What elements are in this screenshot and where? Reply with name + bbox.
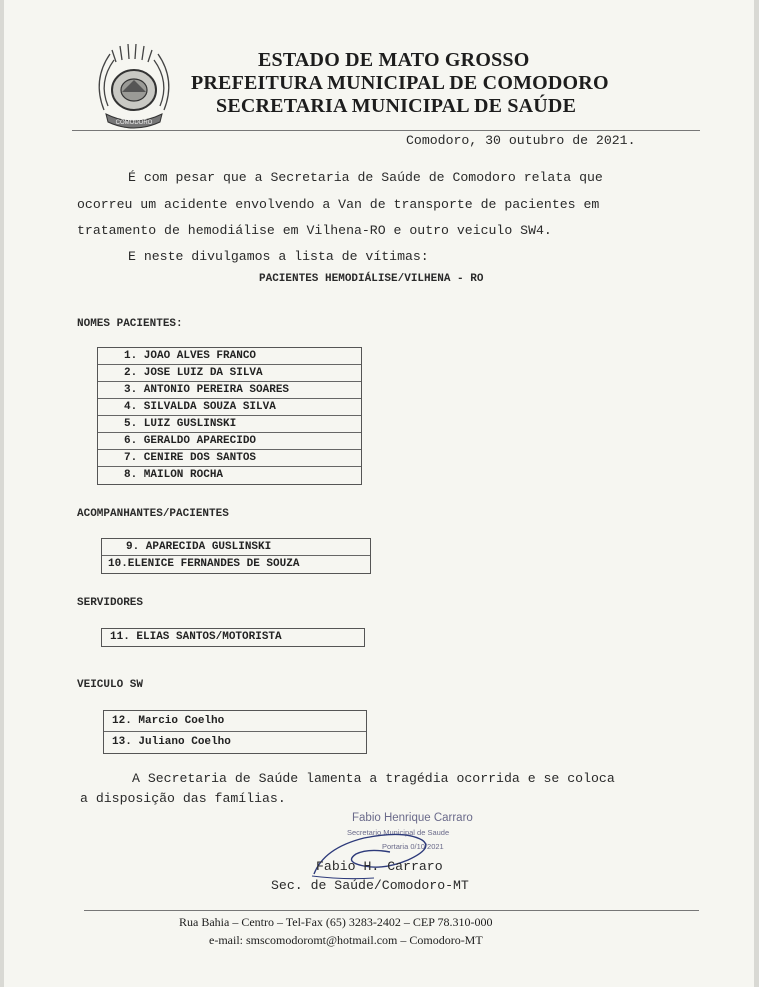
header-line-prefeitura: PREFEITURA MUNICIPAL DE COMODORO <box>191 72 609 94</box>
stamp-role: Secretario Municipal de Saude <box>347 828 450 837</box>
patients-table <box>97 347 362 485</box>
list-title: PACIENTES HEMODIÁLISE/VILHENA - RO <box>259 273 484 285</box>
footer-email: e-mail: smscomodoromt@hotmail.com – Comodoro-MT <box>209 933 483 947</box>
footer-divider <box>84 910 699 911</box>
section-label-staff: SERVIDORES <box>77 597 144 609</box>
table-row: 12. Marcio Coelho <box>104 711 366 732</box>
table-row: 4. SILVALDA SOUZA SILVA <box>98 399 361 416</box>
table-row: 2. JOSE LUIZ DA SILVA <box>98 365 361 382</box>
table-row: 8. MAILON ROCHA <box>124 469 224 481</box>
paragraph-line: ocorreu um acidente envolvendo a Van de transporte de pacientes em <box>77 197 600 212</box>
table-row: 7. CENIRE DOS SANTOS <box>98 450 361 467</box>
footer-address: Rua Bahia – Centro – Tel-Fax (65) 3283-2402 – CEP 78.310-000 <box>179 915 493 929</box>
staff-table <box>101 628 365 647</box>
document-date: Comodoro, 30 outubro de 2021. <box>406 133 636 148</box>
section-label-companions: ACOMPANHANTES/PACIENTES <box>77 508 229 520</box>
paragraph-line: tratamento de hemodiálise em Vilhena-RO e outro veiculo SW4. <box>77 223 552 238</box>
closing-line: A Secretaria de Saúde lamenta a tragédia ocorrida e se coloca <box>132 771 615 786</box>
paragraph-line: E neste divulgamos a lista de vítimas: <box>128 249 429 264</box>
table-row: 10.ELENICE FERNANDES DE SOUZA <box>108 558 300 570</box>
table-row: 13. Juliano Coelho <box>112 736 231 748</box>
municipal-crest-logo <box>82 40 186 136</box>
crest-ribbon-text: COMODORO <box>115 120 153 126</box>
stamp-date: Portaria 0/10/2021 <box>382 842 444 851</box>
table-row: 9. APARECIDA GUSLINSKI <box>102 539 370 556</box>
section-label-vehicle: VEICULO SW <box>77 679 144 691</box>
section-label-patients: NOMES PACIENTES: <box>77 318 183 330</box>
signature-title: Sec. de Saúde/Comodoro-MT <box>271 878 469 893</box>
table-row: 5. LUIZ GUSLINSKI <box>98 416 361 433</box>
closing-line: a disposição das famílias. <box>80 791 286 806</box>
companions-table <box>101 538 371 574</box>
vehicle-table <box>103 710 367 754</box>
header-line-state: ESTADO DE MATO GROSSO <box>258 49 530 71</box>
table-row: 11. ELIAS SANTOS/MOTORISTA <box>110 631 282 643</box>
header-divider <box>72 130 700 131</box>
table-row: 6. GERALDO APARECIDO <box>98 433 361 450</box>
stamp-name: Fabio Henrique Carraro <box>352 812 473 824</box>
document-page <box>4 0 754 987</box>
header-line-secretaria: SECRETARIA MUNICIPAL DE SAÚDE <box>216 95 577 117</box>
signature-name: Fabio H. Carraro <box>316 859 443 874</box>
table-row: 3. ANTONIO PEREIRA SOARES <box>98 382 361 399</box>
table-row: 1. JOAO ALVES FRANCO <box>98 348 361 365</box>
paragraph-line: É com pesar que a Secretaria de Saúde de Comodoro relata que <box>128 170 603 185</box>
